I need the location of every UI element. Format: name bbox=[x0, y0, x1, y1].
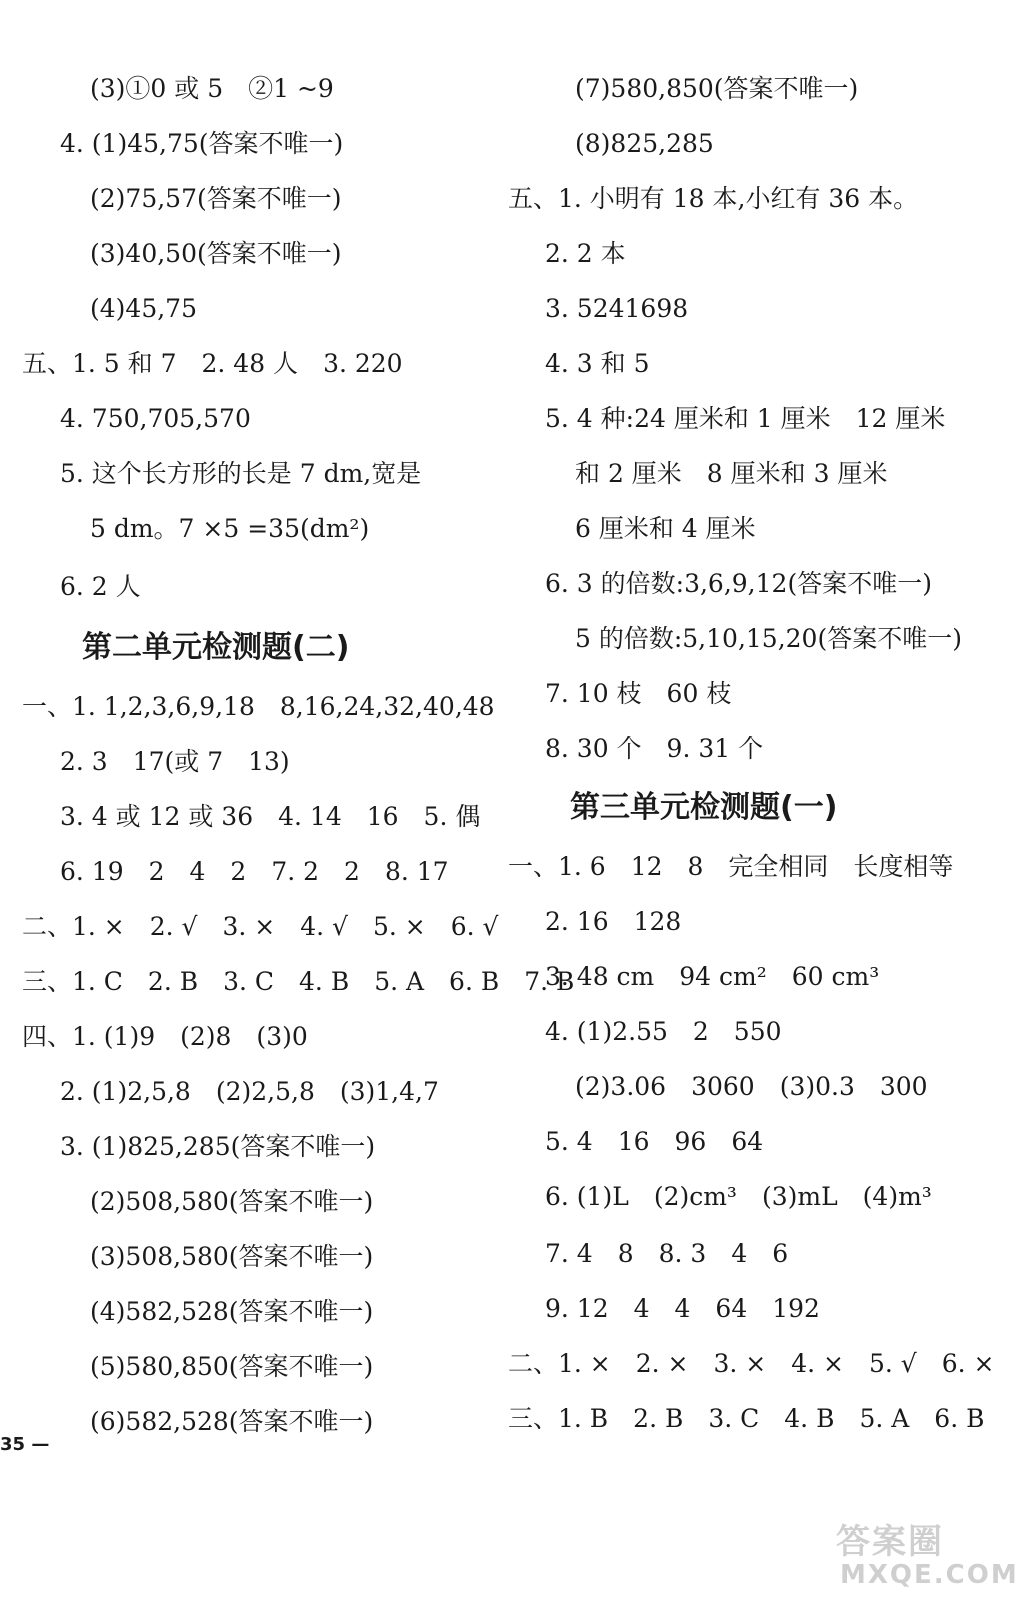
answer-line: 6. 2 人 bbox=[60, 572, 141, 601]
answer-line: 8. 30 个 9. 31 个 bbox=[545, 734, 764, 763]
answer-line: 2. (1)2,5,8 (2)2,5,8 (3)1,4,7 bbox=[60, 1077, 439, 1106]
answer-line: (4)582,528(答案不唯一) bbox=[90, 1297, 374, 1326]
watermark-logo bbox=[832, 1514, 1019, 1594]
answer-line: 一、1. 1,2,3,6,9,18 8,16,24,32,40,48 bbox=[22, 692, 495, 721]
answer-line: 和 2 厘米 8 厘米和 3 厘米 bbox=[575, 459, 888, 488]
answer-line: (7)580,850(答案不唯一) bbox=[575, 74, 859, 103]
answer-line: 4. (1)2.55 2 550 bbox=[545, 1017, 782, 1046]
answer-line: (3)40,50(答案不唯一) bbox=[90, 239, 342, 268]
answer-line: 三、1. C 2. B 3. C 4. B 5. A 6. B 7. B bbox=[22, 967, 575, 996]
answer-line: 二、1. × 2. √ 3. × 4. √ 5. × 6. √ bbox=[22, 912, 499, 941]
answer-line: 6. 19 2 4 2 7. 2 2 8. 17 bbox=[60, 857, 449, 886]
answer-line: 5 dm。7 ×5 =35(dm²) bbox=[90, 514, 370, 543]
answer-line: 5. 4 种:24 厘米和 1 厘米 12 厘米 bbox=[545, 404, 946, 433]
answer-line: 7. 10 枝 60 枝 bbox=[545, 679, 732, 708]
answer-line: 4. 750,705,570 bbox=[60, 404, 251, 433]
answer-line: 9. 12 4 4 64 192 bbox=[545, 1294, 820, 1323]
answer-line: 4. 3 和 5 bbox=[545, 349, 650, 378]
answer-line: 5 的倍数:5,10,15,20(答案不唯一) bbox=[575, 624, 962, 653]
answer-line: (2)508,580(答案不唯一) bbox=[90, 1187, 374, 1216]
answer-line: 3. 48 cm 94 cm² 60 cm³ bbox=[545, 962, 880, 991]
answer-line: (5)580,850(答案不唯一) bbox=[90, 1352, 374, 1381]
answer-line: 四、1. (1)9 (2)8 (3)0 bbox=[22, 1022, 308, 1051]
answer-line: (6)582,528(答案不唯一) bbox=[90, 1407, 374, 1436]
answer-line: 二、1. × 2. × 3. × 4. × 5. √ 6. × bbox=[508, 1349, 995, 1378]
answer-line: 一、1. 6 12 8 完全相同 长度相等 bbox=[508, 852, 954, 881]
answer-line: 5. 4 16 96 64 bbox=[545, 1127, 764, 1156]
answer-line: 3. 4 或 12 或 36 4. 14 16 5. 偶 bbox=[60, 802, 481, 831]
section-heading: 第三单元检测题(一) bbox=[570, 790, 838, 825]
answer-line: (8)825,285 bbox=[575, 129, 714, 158]
answer-line: 五、1. 小明有 18 本,小红有 36 本。 bbox=[508, 184, 919, 213]
answer-line: 五、1. 5 和 7 2. 48 人 3. 220 bbox=[22, 349, 403, 378]
watermark-url: MXQE.COM bbox=[840, 1560, 1019, 1590]
answer-line: 4. (1)45,75(答案不唯一) bbox=[60, 129, 344, 158]
answer-line: 三、1. B 2. B 3. C 4. B 5. A 6. B bbox=[508, 1404, 985, 1433]
answer-line: 2. 2 本 bbox=[545, 239, 626, 268]
section-heading: 第二单元检测题(二) bbox=[82, 630, 350, 665]
answer-line: (4)45,75 bbox=[90, 294, 197, 323]
answer-line: 5. 这个长方形的长是 7 dm,宽是 bbox=[60, 459, 422, 488]
answer-line: (3)①0 或 5 ②1 ~9 bbox=[90, 74, 334, 103]
answer-line: (2)75,57(答案不唯一) bbox=[90, 184, 342, 213]
answer-line: 2. 16 128 bbox=[545, 907, 682, 936]
answer-line: 2. 3 17(或 7 13) bbox=[60, 747, 290, 776]
answer-line: (3)508,580(答案不唯一) bbox=[90, 1242, 374, 1271]
page-number: 35 — bbox=[0, 1434, 50, 1455]
watermark-title: 答案圈 bbox=[836, 1522, 944, 1562]
answer-line: 3. 5241698 bbox=[545, 294, 689, 323]
answer-line: 6 厘米和 4 厘米 bbox=[575, 514, 756, 543]
answer-line: 6. (1)L (2)cm³ (3)mL (4)m³ bbox=[545, 1182, 932, 1211]
answer-line: 7. 4 8 8. 3 4 6 bbox=[545, 1239, 789, 1268]
answer-line: 6. 3 的倍数:3,6,9,12(答案不唯一) bbox=[545, 569, 932, 598]
answer-line: 3. (1)825,285(答案不唯一) bbox=[60, 1132, 376, 1161]
answer-line: (2)3.06 3060 (3)0.3 300 bbox=[575, 1072, 928, 1101]
